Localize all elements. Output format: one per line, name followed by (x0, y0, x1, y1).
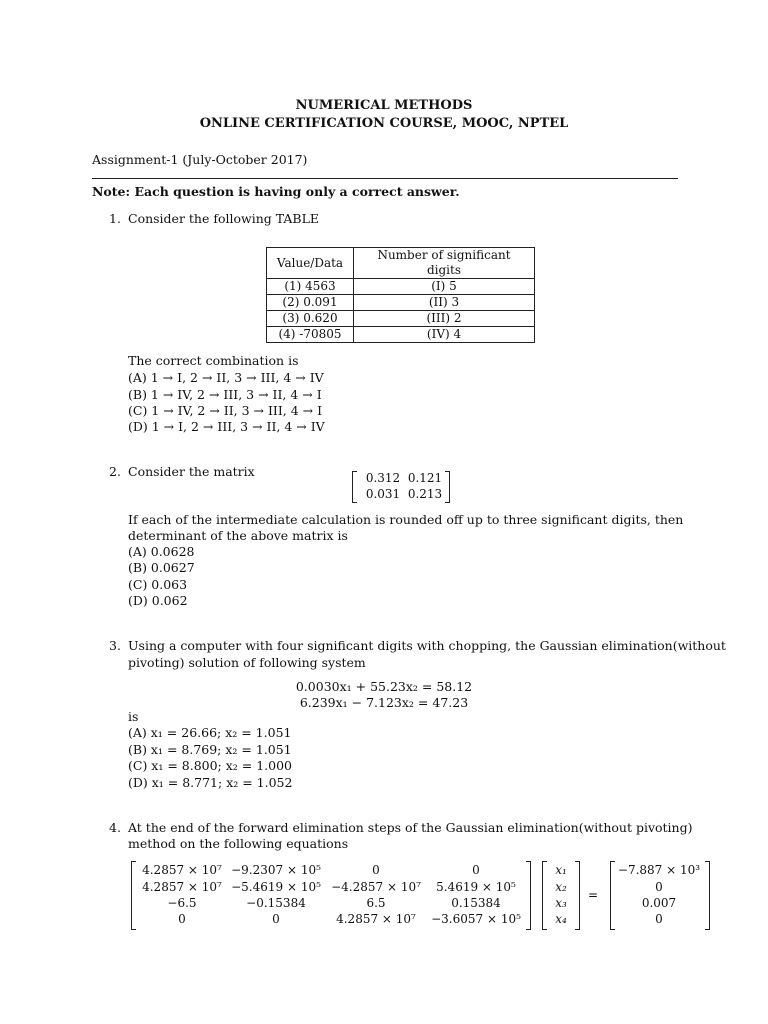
q2-text: Consider the matrix (128, 464, 255, 479)
matrix-cell: −4.2857 × 10⁷ (331, 880, 421, 894)
table-row (267, 327, 535, 343)
q3-equation-2: 6.239x₁ − 7.123x₂ = 47.23 (299, 695, 469, 710)
table-row (267, 279, 535, 295)
table-header: Number of significant digits (354, 248, 535, 279)
matrix-cell: 0.031 (365, 487, 401, 501)
significant-digits-table (266, 247, 535, 343)
q2-option-b: (B) 0.0627 (128, 560, 195, 575)
matrix-cell: −9.2307 × 10⁵ (231, 863, 321, 877)
q3-is: is (128, 709, 139, 724)
table-cell: (4) -70805 (267, 327, 354, 343)
vector-right-bracket (575, 861, 580, 930)
matrix-right-bracket (445, 471, 450, 503)
matrix-cell: 6.5 (366, 896, 386, 910)
q1-option-a: (A) 1 → I, 2 → II, 3 → III, 4 → IV (128, 370, 324, 385)
q2-option-c: (C) 0.063 (128, 577, 188, 592)
q3-option-c: (C) x₁ = 8.800; x₂ = 1.000 (128, 758, 293, 773)
q1-option-b: (B) 1 → IV, 2 → III, 3 → II, 4 → I (128, 387, 322, 402)
q1-text: Consider the following TABLE (128, 211, 320, 226)
q1-option-d: (D) 1 → I, 2 → III, 3 → II, 4 → IV (128, 419, 325, 434)
table-cell: (1) 4563 (267, 279, 354, 295)
vector-cell: x₂ (555, 880, 567, 894)
matrix-cell: 4.2857 × 10⁷ (142, 880, 222, 894)
vector-right-bracket (705, 861, 710, 930)
matrix-cell: 0.213 (407, 487, 443, 501)
q2-body-line2: determinant of the above matrix is (128, 528, 348, 543)
table-cell: (II) 3 (354, 295, 535, 311)
matrix-cell: 0.312 (365, 471, 401, 485)
table-cell: (I) 5 (354, 279, 535, 295)
table-cell: (III) 2 (354, 311, 535, 327)
q2-option-d: (D) 0.062 (128, 593, 188, 608)
matrix-cell: 0.15384 (451, 896, 501, 910)
matrix-cell: −3.6057 × 10⁵ (431, 912, 521, 926)
table-cell: (3) 0.620 (267, 311, 354, 327)
matrix-cell: −5.4619 × 10⁵ (231, 880, 321, 894)
table-row (267, 295, 535, 311)
course-subtitle: ONLINE CERTIFICATION COURSE, MOOC, NPTEL (199, 116, 569, 131)
divider (92, 178, 678, 179)
matrix-cell: 0 (372, 863, 380, 877)
q3-equation-1: 0.0030x₁ + 55.23x₂ = 58.12 (295, 679, 473, 694)
q3-option-b: (B) x₁ = 8.769; x₂ = 1.051 (128, 742, 292, 757)
vector-left-bracket (542, 861, 547, 930)
q4-number: 4. (109, 820, 121, 835)
vector-cell: −7.887 × 10³ (617, 863, 701, 877)
table-row (267, 311, 535, 327)
matrix-cell: 4.2857 × 10⁷ (142, 863, 222, 877)
q1-number: 1. (109, 211, 121, 226)
matrix-cell: 0 (178, 912, 186, 926)
equals-sign: = (587, 888, 599, 902)
vector-cell: x₁ (555, 863, 567, 877)
table-header-row (267, 248, 535, 279)
q4-text-line2: method on the following equations (128, 836, 349, 851)
course-title: NUMERICAL METHODS (295, 98, 473, 113)
table-cell: (IV) 4 (354, 327, 535, 343)
matrix-cell: 5.4619 × 10⁵ (436, 880, 516, 894)
vector-cell: 0 (655, 912, 663, 926)
table-cell: (2) 0.091 (267, 295, 354, 311)
q3-text-line1: Using a computer with four significant digits with chopping, the Gaussian elimination(without (128, 638, 726, 653)
matrix-cell: 4.2857 × 10⁷ (336, 912, 416, 926)
matrix-left-bracket (352, 471, 357, 503)
q3-option-a: (A) x₁ = 26.66; x₂ = 1.051 (128, 725, 292, 740)
vector-cell: x₃ (555, 896, 567, 910)
matrix-right-bracket (526, 861, 531, 930)
vector-cell: 0.007 (641, 896, 677, 910)
note: Note: Each question is having only a correct answer. (92, 184, 460, 199)
q1-option-c: (C) 1 → IV, 2 → II, 3 → III, 4 → I (128, 403, 323, 418)
matrix-cell: −6.5 (167, 896, 197, 910)
q2-body-line1: If each of the intermediate calculation is rounded off up to three significant digits, then (128, 512, 684, 527)
vector-cell: x₄ (555, 912, 567, 926)
matrix-cell: 0 (472, 863, 480, 877)
q2-option-a: (A) 0.0628 (128, 544, 195, 559)
q4-text-line1: At the end of the forward elimination steps of the Gaussian elimination(without pivoting) (128, 820, 693, 835)
matrix-cell: −0.15384 (246, 896, 306, 910)
q3-option-d: (D) x₁ = 8.771; x₂ = 1.052 (128, 775, 293, 790)
vector-cell: 0 (655, 880, 663, 894)
q3-text-line2: pivoting) solution of following system (128, 655, 366, 670)
matrix-cell: 0 (272, 912, 280, 926)
table-header: Value/Data (267, 248, 354, 279)
q1-prompt: The correct combination is (128, 353, 299, 368)
matrix-cell: 0.121 (407, 471, 443, 485)
assignment-label: Assignment-1 (July-October 2017) (92, 152, 308, 167)
q2-number: 2. (109, 464, 121, 479)
q3-number: 3. (109, 638, 121, 653)
